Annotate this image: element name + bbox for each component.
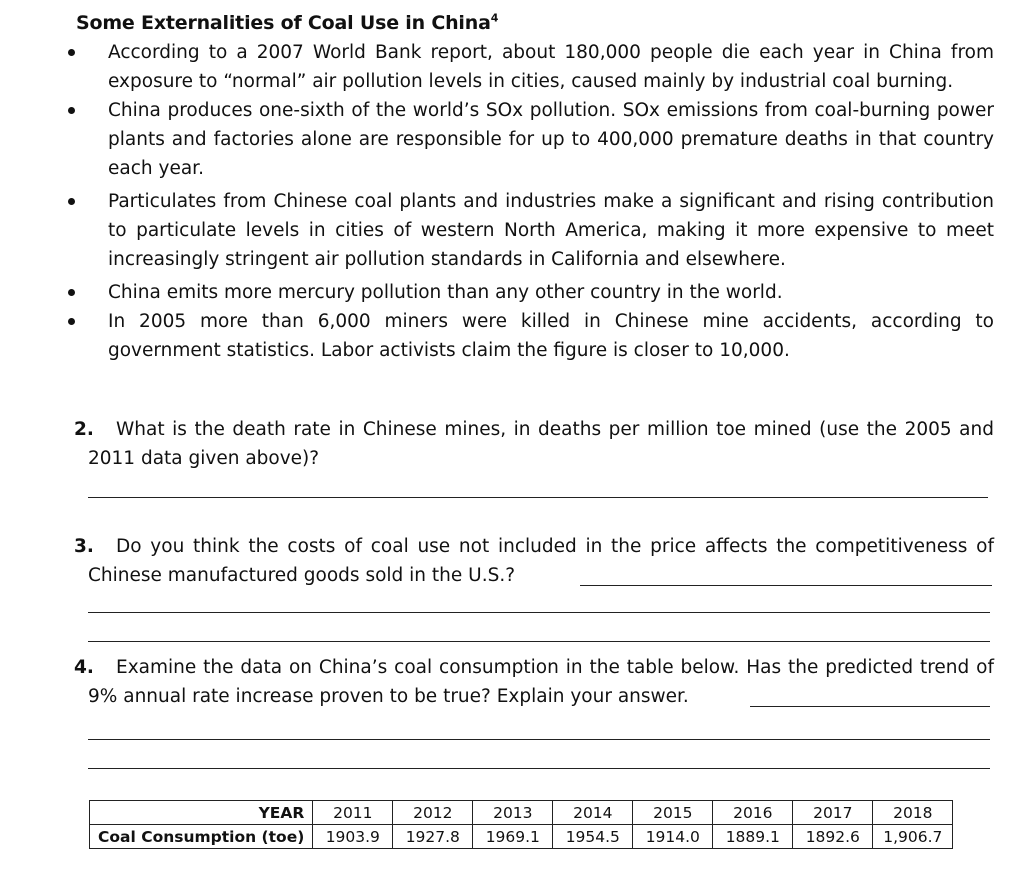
bullet-item-miners — [108, 307, 994, 365]
bullet-item-particulates — [108, 187, 994, 274]
bullet-text: China produces one-sixth of the world’s SOx pollution. SOx emissions from coal-burning power plants and factories alone are responsible for up to 400,000 premature deaths in that country each year. — [108, 100, 994, 179]
question-text: What is the death rate in Chinese mines, in deaths per million toe mined (use the 2005 and 2011 data given above)? — [88, 419, 994, 469]
bullet-text: Particulates from Chinese coal plants and industries make a significant and rising contribution to particulate levels in cities of western North America, making it more expensive to meet increasingly stringent air pollution standards in California and elsewhere. — [108, 191, 994, 270]
question-number: 3. — [74, 536, 94, 557]
table-cell-value: 1914.0 — [633, 825, 713, 849]
heading-title: Some Externalities of Coal Use in China — [76, 12, 491, 34]
table-cell-year: 2017 — [793, 801, 873, 825]
answer-line-q3[interactable] — [88, 612, 990, 613]
table-cell-value: 1892.6 — [793, 825, 873, 849]
answer-line-q3-inline[interactable] — [580, 585, 992, 586]
question-text: Examine the data on China’s coal consumption in the table below. Has the predicted trend of 9% annual rate increase proven to be true? Explain your answer. — [88, 657, 994, 707]
bullet-dot-icon — [68, 198, 75, 205]
table-cell-year: 2011 — [313, 801, 393, 825]
footnote-marker: 4 — [490, 11, 499, 25]
table-cell-year: 2012 — [393, 801, 473, 825]
bullet-text: China emits more mercury pollution than any other country in the world. — [108, 282, 783, 303]
question-3 — [74, 532, 994, 590]
table-cell-year: 2013 — [473, 801, 553, 825]
coal-consumption-table — [89, 800, 953, 849]
table-row — [90, 825, 953, 849]
table-cell-year: 2015 — [633, 801, 713, 825]
section-heading — [76, 12, 498, 34]
table-cell-value: 1927.8 — [393, 825, 473, 849]
bullet-dot-icon — [68, 107, 75, 114]
bullet-dot-icon — [68, 318, 75, 325]
bullet-item-mercury — [108, 278, 994, 307]
bullet-text: According to a 2007 World Bank report, about 180,000 people die each year in China from exposure to “normal” air pollution levels in cities, caused mainly by industrial coal burning. — [108, 42, 994, 92]
bullet-item-sox — [108, 96, 994, 183]
bullet-item-air-pollution — [108, 38, 994, 96]
question-text: Do you think the costs of coal use not included in the price affects the competitiveness of Chinese manufactured goods sold in the U.S.? — [88, 536, 994, 586]
table-header-row — [90, 801, 953, 825]
table-cell-value: 1969.1 — [473, 825, 553, 849]
bullet-text: In 2005 more than 6,000 miners were killed in Chinese mine accidents, according to government statistics. Labor activists claim the figure is closer to 10,000. — [108, 311, 994, 361]
question-number: 4. — [74, 657, 94, 678]
table-cell-value: 1,906.7 — [873, 825, 953, 849]
answer-line-q4[interactable] — [88, 768, 990, 769]
table-cell-year: 2016 — [713, 801, 793, 825]
table-cell-year: 2018 — [873, 801, 953, 825]
answer-line-q4-inline[interactable] — [750, 706, 990, 707]
table-row-label: Coal Consumption (toe) — [90, 825, 313, 849]
table-cell-value: 1903.9 — [313, 825, 393, 849]
question-4 — [74, 653, 994, 711]
answer-line-q4[interactable] — [88, 739, 990, 740]
answer-line-q3[interactable] — [88, 641, 990, 642]
table-cell-value: 1954.5 — [553, 825, 633, 849]
answer-line-q2[interactable] — [88, 497, 988, 498]
table-cell-year: 2014 — [553, 801, 633, 825]
question-2 — [74, 415, 994, 473]
table-cell-value: 1889.1 — [713, 825, 793, 849]
bullet-dot-icon — [68, 49, 75, 56]
externalities-list — [0, 38, 1024, 365]
bullet-dot-icon — [68, 289, 75, 296]
question-number: 2. — [74, 419, 94, 440]
table-header-label: YEAR — [90, 801, 313, 825]
